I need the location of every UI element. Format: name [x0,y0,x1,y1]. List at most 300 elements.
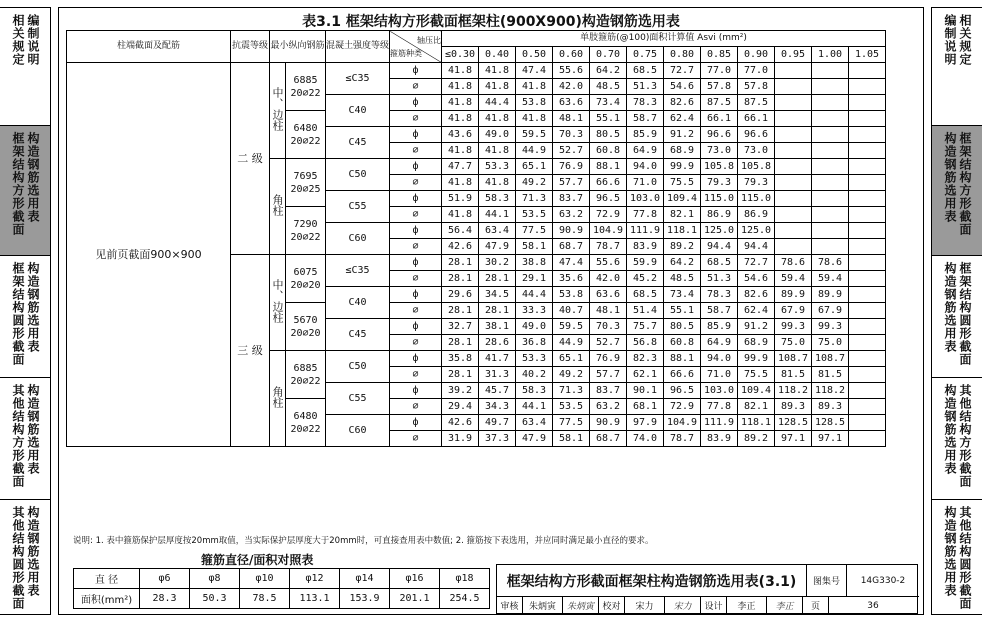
area-value: 94.0 [701,351,738,367]
stirrup-type: ф [390,255,442,271]
seismic-grade: 二 级 [231,63,270,255]
area-value: 41.7 [479,351,516,367]
area-value [849,287,886,303]
area-value: 56.4 [442,223,479,239]
min-rebar-cell [286,351,326,399]
area-value: 82.6 [664,95,701,111]
sidebar-item-other-round[interactable] [932,500,982,614]
area-value: 76.9 [553,159,590,175]
area-value: 71.0 [701,367,738,383]
area-value: 47.4 [553,255,590,271]
area-value: 75.7 [627,319,664,335]
area-value: 63.6 [553,95,590,111]
area-value: 29.6 [442,287,479,303]
area-value: 82.1 [664,207,701,223]
header-ratio: 0.95 [775,47,812,63]
area-value: 48.1 [590,303,627,319]
area-cell: 78.5 [240,589,290,609]
area-value: 48.5 [590,79,627,95]
area-value: 128.5 [775,415,812,431]
area-value: 78.7 [590,239,627,255]
area-value [849,303,886,319]
position-label: 角柱 [271,193,284,216]
position-corner [270,351,286,447]
area-value: 30.2 [479,255,516,271]
area-value: 49.7 [479,415,516,431]
stirrup-type: ф [390,191,442,207]
area-value: 48.1 [553,111,590,127]
min-rebar-cell [286,111,326,159]
header-ratio: 1.05 [849,47,886,63]
header-ratio: 0.60 [553,47,590,63]
area-value: 82.3 [627,351,664,367]
area-value: 33.3 [516,303,553,319]
stirrup-type: ф [390,159,442,175]
area-value: 49.2 [516,175,553,191]
area-value: 51.3 [701,271,738,287]
area-value: 38.8 [516,255,553,271]
area-value: 63.4 [479,223,516,239]
sidebar-sublabel: 相关规定 [958,14,972,66]
area-value: 41.8 [442,143,479,159]
area-value [775,143,812,159]
header-ratio: 1.00 [812,47,849,63]
area-value: 71.0 [627,175,664,191]
min-rebar-spec: 20⌀22 [290,135,321,147]
position-mid-edge [270,255,286,351]
area-value [775,111,812,127]
reviewer-signature: 朱炳寅 [563,597,599,614]
area-value: 41.8 [479,143,516,159]
header-grade: 抗震等级 [231,31,270,63]
area-value [849,367,886,383]
area-value: 96.5 [590,191,627,207]
area-value: 86.9 [701,207,738,223]
area-value: 51.9 [442,191,479,207]
area-value [849,143,886,159]
area-value: 97.1 [812,431,849,447]
area-value: 59.5 [516,127,553,143]
area-value: 45.2 [627,271,664,287]
stirrup-type: ⌀ [390,79,442,95]
area-value: 68.7 [553,239,590,255]
area-value: 74.0 [627,431,664,447]
concrete-grade: ≤C35 [326,63,390,95]
area-value: 53.3 [479,159,516,175]
stirrup-type: ⌀ [390,399,442,415]
sidebar-sublabel: 框架结构方形截面 [958,132,972,236]
min-rebar-area: 6885 [293,74,318,86]
area-value: 89.2 [664,239,701,255]
min-rebar-spec: 20⌀22 [290,423,321,435]
area-value: 42.6 [442,415,479,431]
stirrup-type: ⌀ [390,239,442,255]
area-value: 64.9 [627,143,664,159]
area-value: 63.4 [516,415,553,431]
area-value: 99.9 [664,159,701,175]
area-value: 108.7 [775,351,812,367]
sidebar-item-regulations[interactable] [0,8,50,126]
area-value: 47.4 [516,63,553,79]
area-value: 41.8 [442,111,479,127]
area-value: 28.1 [442,271,479,287]
area-value: 62.1 [627,367,664,383]
area-value: 55.6 [590,255,627,271]
area-cell: 153.9 [340,589,390,609]
area-value: 75.0 [812,335,849,351]
checker: 宋力 [625,597,665,614]
area-value [849,383,886,399]
area-cell: φ12 [290,569,340,589]
stirrup-type: ⌀ [390,271,442,287]
area-value: 59.9 [627,255,664,271]
area-value: 73.0 [738,143,775,159]
area-value: 104.9 [590,223,627,239]
area-value: 63.2 [590,399,627,415]
signature-row [497,597,917,614]
area-value: 96.6 [701,127,738,143]
min-rebar-spec: 20⌀22 [290,231,321,243]
area-value: 62.4 [738,303,775,319]
min-rebar-cell [286,63,326,111]
area-value [812,63,849,79]
area-cell: φ10 [240,569,290,589]
area-value: 99.3 [812,319,849,335]
area-value: 59.4 [775,271,812,287]
area-value: 73.4 [590,95,627,111]
area-value: 58.3 [516,383,553,399]
area-value: 118.1 [664,223,701,239]
header-area-span: 单肢箍筋(@100)面积计算值 Asvi (mm²) [442,31,886,47]
stirrup-type: ф [390,287,442,303]
concrete-grade: C40 [326,287,390,319]
area-value: 55.6 [553,63,590,79]
min-rebar-spec: 20⌀22 [290,375,321,387]
area-value: 47.7 [442,159,479,175]
area-value [812,191,849,207]
area-value [775,239,812,255]
area-value: 68.1 [627,399,664,415]
area-value: 55.1 [590,111,627,127]
sidebar-sublabel: 其他结构方形截面 [958,384,972,488]
min-rebar-spec: 20⌀20 [290,279,321,291]
min-rebar-spec: 20⌀25 [290,183,321,195]
sidebar-label: 其他结构圆形截面 [11,506,25,610]
area-value [812,95,849,111]
area-value: 55.1 [664,303,701,319]
stirrup-type: ⌀ [390,175,442,191]
area-value [849,431,886,447]
area-value: 70.3 [553,127,590,143]
sidebar-item-frame-round[interactable] [932,256,982,378]
area-value: 54.6 [664,79,701,95]
area-value: 29.1 [516,271,553,287]
area-value: 53.3 [516,351,553,367]
stirrup-type: ф [390,95,442,111]
area-value: 28.1 [442,255,479,271]
sidebar-label: 构造钢筋选用表 [943,132,957,223]
atlas-code: 14G330-2 [847,565,919,597]
area-table-row [74,589,490,609]
area-value: 108.7 [812,351,849,367]
left-sidebar [0,7,51,615]
area-value: 118.1 [738,415,775,431]
concrete-grade: C60 [326,223,390,255]
area-value: 35.6 [553,271,590,287]
area-value: 85.9 [627,127,664,143]
area-value: 72.7 [664,63,701,79]
area-value: 58.3 [479,191,516,207]
area-value: 83.7 [590,383,627,399]
area-value: 51.3 [627,79,664,95]
concrete-grade: C60 [326,415,390,447]
area-value: 71.3 [516,191,553,207]
area-value: 48.5 [664,271,701,287]
header-section: 柱端截面及配筋 [67,31,231,63]
area-value: 68.5 [627,63,664,79]
area-value: 87.5 [701,95,738,111]
area-value: 47.9 [479,239,516,255]
header-axial-ratio: 轴压比 [417,35,442,45]
area-value: 37.3 [479,431,516,447]
position-label: 中、边柱 [271,278,284,323]
sidebar-item-frame-round[interactable] [0,256,50,378]
area-value: 64.2 [664,255,701,271]
area-value: 66.6 [664,367,701,383]
area-value: 41.8 [442,175,479,191]
area-value: 118.2 [812,383,849,399]
rebar-table [66,30,886,447]
checker-signature: 宋力 [665,597,701,614]
area-value: 34.3 [479,399,516,415]
area-value [812,127,849,143]
area-value: 99.9 [738,351,775,367]
area-value [775,127,812,143]
area-value: 105.8 [738,159,775,175]
area-value: 59.5 [553,319,590,335]
area-value: 53.8 [553,287,590,303]
area-value: 44.4 [516,287,553,303]
area-value: 78.7 [664,431,701,447]
area-value: 71.3 [553,383,590,399]
area-value [775,191,812,207]
header-ratio: 0.40 [479,47,516,63]
area-value: 60.8 [590,143,627,159]
area-cell: 50.3 [190,589,240,609]
area-value: 73.0 [701,143,738,159]
area-cell: 254.5 [440,589,490,609]
area-value [812,159,849,175]
area-value: 75.5 [738,367,775,383]
title-block-main: 框架结构方形截面框架柱构造钢筋选用表(3.1) [497,565,807,597]
area-value: 28.1 [442,367,479,383]
area-cell: φ8 [190,569,240,589]
area-value: 41.8 [442,95,479,111]
area-value: 58.1 [516,239,553,255]
area-value: 66.1 [738,111,775,127]
area-value [849,319,886,335]
stirrup-type: ф [390,319,442,335]
area-value: 41.8 [479,175,516,191]
min-rebar-area: 5670 [293,314,318,326]
area-value: 115.0 [738,191,775,207]
area-value: 90.9 [553,223,590,239]
area-value: 86.9 [738,207,775,223]
area-value: 125.0 [738,223,775,239]
area-value: 31.3 [479,367,516,383]
area-value [775,223,812,239]
area-value [849,399,886,415]
area-value: 45.7 [479,383,516,399]
sidebar-label: 其他结构方形截面 [11,384,25,488]
area-cell: φ18 [440,569,490,589]
area-value: 39.2 [442,383,479,399]
area-cell: φ16 [390,569,440,589]
sidebar-label: 构造钢筋选用表 [943,506,957,597]
area-value: 57.8 [701,79,738,95]
sidebar-item-regulations[interactable] [932,8,982,126]
concrete-grade: C55 [326,383,390,415]
min-rebar-area: 6885 [293,362,318,374]
area-value: 83.9 [627,239,664,255]
area-value [849,207,886,223]
area-value: 42.6 [442,239,479,255]
sidebar-item-other-round[interactable] [0,500,50,614]
sidebar-sublabel: 构造钢筋选用表 [26,132,40,223]
concrete-grade: C50 [326,351,390,383]
header-stirrup-type: 箍筋种类 [390,48,423,58]
designer: 李正 [727,597,767,614]
area-value: 53.8 [516,95,553,111]
designer-signature: 李正 [767,597,803,614]
main-sheet [58,7,924,615]
area-value: 68.5 [627,287,664,303]
area-cell: 28.3 [140,589,190,609]
min-rebar-spec: 20⌀20 [290,327,321,339]
area-value: 104.9 [664,415,701,431]
sidebar-item-frame-square[interactable] [932,126,982,256]
header-ratio: ≤0.30 [442,47,479,63]
area-value: 89.9 [812,287,849,303]
sidebar-item-frame-square[interactable] [0,126,50,256]
area-value: 54.6 [738,271,775,287]
area-value: 77.5 [516,223,553,239]
area-value: 83.9 [701,431,738,447]
area-value [849,415,886,431]
area-value [775,175,812,191]
min-rebar-cell [286,207,326,255]
header-min-rebar: 最小纵向钢筋 [270,31,326,63]
area-value: 81.5 [812,367,849,383]
sidebar-label: 框架结构圆形截面 [11,262,25,366]
sidebar-sublabel: 构造钢筋选用表 [26,384,40,475]
area-value [812,175,849,191]
area-value: 88.1 [664,351,701,367]
area-value [812,239,849,255]
sidebar-item-other-square[interactable] [932,378,982,500]
area-value: 62.4 [664,111,701,127]
area-value: 90.9 [590,415,627,431]
area-value [812,111,849,127]
area-value: 97.9 [627,415,664,431]
area-value [775,207,812,223]
area-value: 94.4 [701,239,738,255]
area-value: 44.9 [516,143,553,159]
area-value: 103.0 [627,191,664,207]
area-value: 66.1 [701,111,738,127]
area-value: 34.5 [479,287,516,303]
stirrup-type: ф [390,63,442,79]
area-value: 99.3 [775,319,812,335]
area-value: 64.2 [590,63,627,79]
area-value: 72.7 [738,255,775,271]
area-value: 89.2 [738,431,775,447]
area-value: 78.6 [775,255,812,271]
area-value: 47.9 [516,431,553,447]
area-value: 77.0 [701,63,738,79]
area-value: 57.7 [553,175,590,191]
area-value: 78.6 [812,255,849,271]
concrete-grade: ≤C35 [326,255,390,287]
area-value: 97.1 [775,431,812,447]
stirrup-type: ⌀ [390,431,442,447]
area-value: 44.1 [479,207,516,223]
note: 说明: 1. 表中箍筋保护层厚度按20mm取值，当实际保护层厚度大于20mm时，可直接查用表中数值; 2. 箍筋按下表选用，并应同时满足最小直径的要求。 [73,536,654,546]
min-rebar-area: 7290 [293,218,318,230]
stirrup-type: ⌀ [390,111,442,127]
area-value: 40.2 [516,367,553,383]
sidebar-sublabel: 编制说明 [26,14,40,66]
sidebar-item-other-square[interactable] [0,378,50,500]
area-table-row [74,569,490,589]
area-value [849,351,886,367]
area-value: 59.4 [812,271,849,287]
area-value: 77.8 [627,207,664,223]
area-value: 56.8 [627,335,664,351]
check-label: 校对 [599,597,625,614]
area-value: 79.3 [738,175,775,191]
right-sidebar [931,7,982,615]
area-value: 51.4 [627,303,664,319]
header-ratio: 0.75 [627,47,664,63]
area-value: 41.8 [442,79,479,95]
area-value: 57.8 [738,79,775,95]
area-value: 63.2 [553,207,590,223]
area-value: 67.9 [812,303,849,319]
area-value [849,335,886,351]
area-value: 115.0 [701,191,738,207]
area-value [849,127,886,143]
area-value: 94.4 [738,239,775,255]
area-value: 125.0 [701,223,738,239]
area-value: 96.5 [664,383,701,399]
area-value: 41.8 [516,111,553,127]
position-corner [270,159,286,255]
area-value: 49.2 [553,367,590,383]
area-value: 41.8 [516,79,553,95]
min-rebar-cell [286,303,326,351]
stirrup-type: ⌀ [390,207,442,223]
atlas-label: 图集号 [807,565,847,597]
stirrup-type: ф [390,351,442,367]
area-value: 89.9 [775,287,812,303]
area-value: 96.6 [738,127,775,143]
area-value: 111.9 [627,223,664,239]
concrete-grade: C45 [326,127,390,159]
area-row-label: 面积(mm²) [74,589,140,609]
area-value: 90.1 [627,383,664,399]
area-table [73,568,490,609]
